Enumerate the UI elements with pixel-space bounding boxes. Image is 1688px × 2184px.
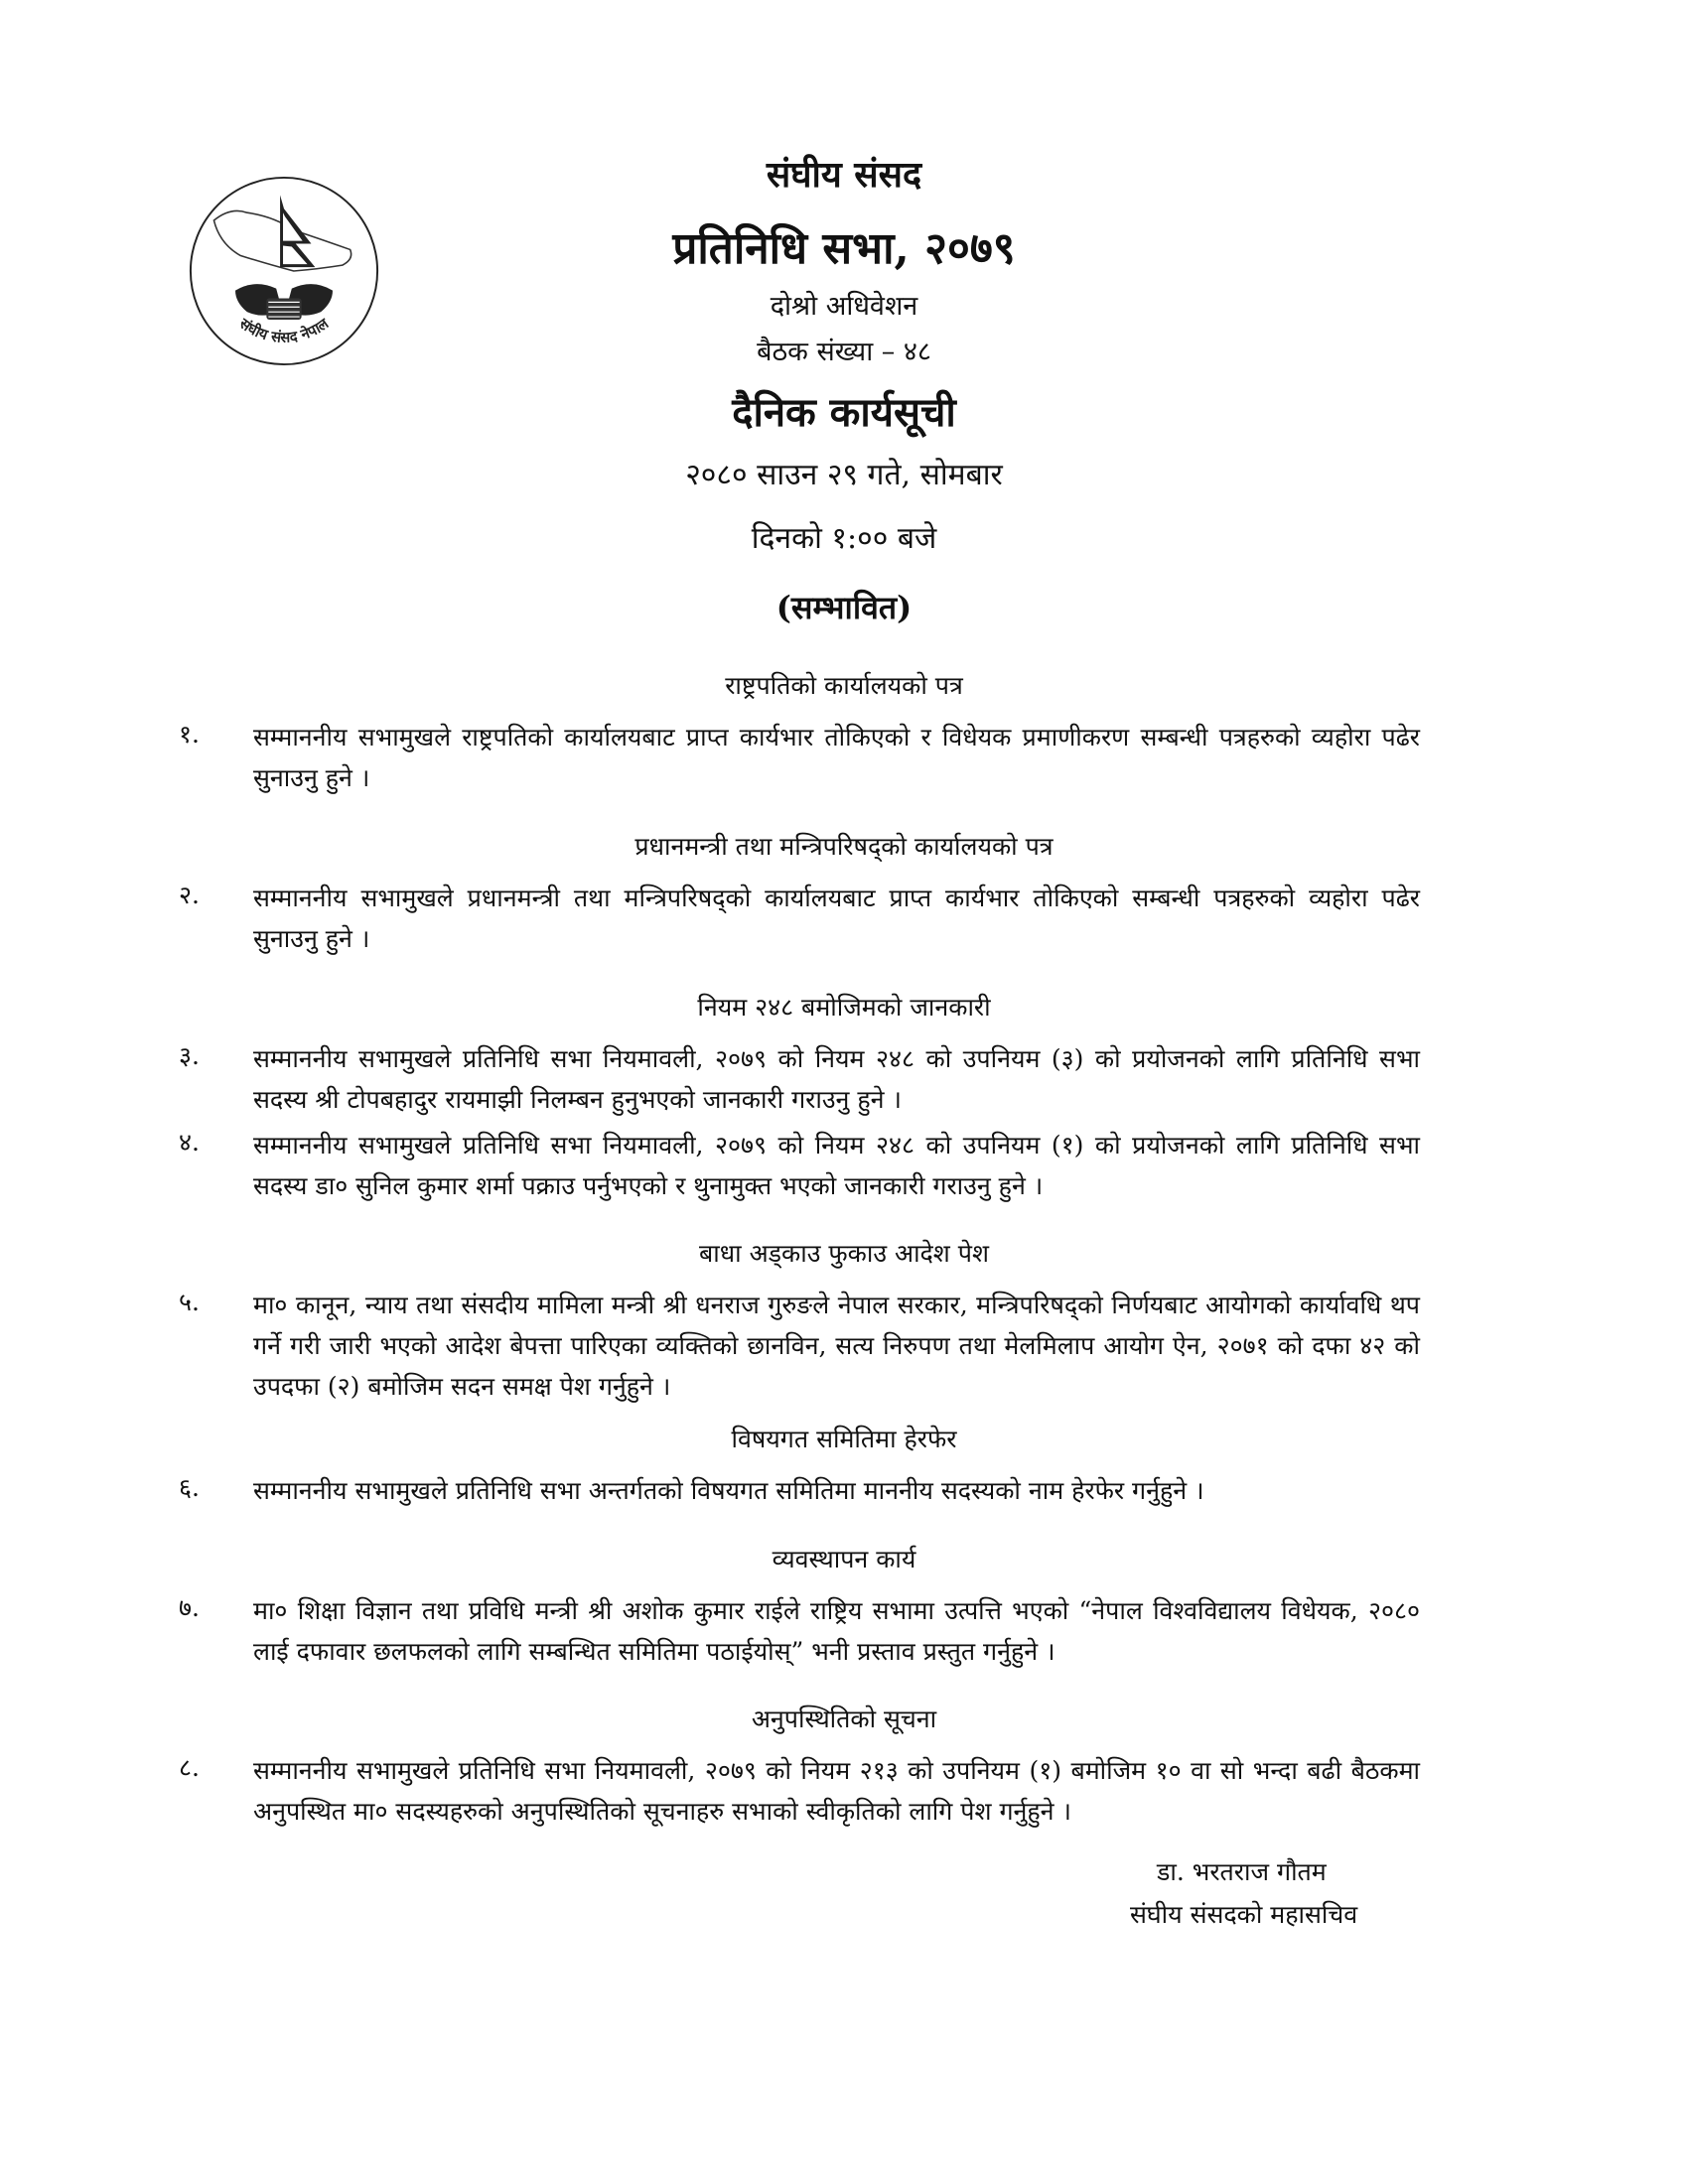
- agenda-title: दैनिक कार्यसूची: [732, 389, 956, 436]
- probable-label: (सम्भावित): [775, 589, 913, 626]
- section-title-absence-notice: अनुपस्थितिको सूचना: [751, 1705, 937, 1733]
- agenda-time: दिनको १:०० बजे: [751, 521, 937, 556]
- item-number: ५.: [179, 1288, 200, 1316]
- item-number: ४.: [179, 1128, 200, 1157]
- item-text: मा० कानून, न्याय तथा संसदीय मामिला मन्त्री श्री धनराज गुरुङले नेपाल सरकार, मन्त्रिपरिषद्को निर्णयबाट आयोगको कार्यावधि थप गर्ने गरी जारी भएको आदेश बेपत्ता पारिएका व्यक्तिको छानविन, सत्य निरुपण तथा मेलमिलाप आयोग ऐन, २०७१ को दफा ४२ को उपदफा (२) बमोजिम सदन समक्ष पेश गर्नुहुने ।: [253, 1291, 1420, 1401]
- section-title-legislative: व्यवस्थापन कार्य: [772, 1545, 916, 1573]
- item-text: सम्माननीय सभामुखले प्रतिनिधि सभा नियमावली, २०७९ को नियम २१३ को उपनियम (१) बमोजिम १० वा सो भन्दा बढी बैठकमा अनुपस्थित मा० सदस्यहरुको अनुपस्थितिको सूचनाहरु सभाको स्वीकृतिको लागि पेश गर्नुहुने ।: [253, 1756, 1420, 1826]
- house-title: प्रतिनिधि सभा, २०७९: [672, 223, 1016, 274]
- item-number: ६.: [179, 1473, 200, 1502]
- item-number: ८.: [179, 1753, 200, 1782]
- signatory-title: संघीय संसदको महासचिव: [1130, 1900, 1358, 1929]
- section-title-president-office: राष्ट्रपतिको कार्यालयको पत्र: [725, 671, 963, 700]
- section-title-pm-office: प्रधानमन्त्री तथा मन्त्रिपरिषद्को कार्यालयको पत्र: [634, 832, 1054, 861]
- item-text: सम्माननीय सभामुखले राष्ट्रपतिको कार्यालयबाट प्राप्त कार्यभार तोकिएको र विधेयक प्रमाणीकरण सम्बन्धी पत्रहरुको व्यहोरा पढेर सुनाउनु हुने ।: [253, 723, 1420, 792]
- agenda-date: २०८० साउन २९ गते, सोमबार: [685, 458, 1003, 492]
- item-number: ७.: [179, 1593, 200, 1622]
- meeting-number: बैठक संख्या – ४८: [757, 337, 931, 367]
- item-text: सम्माननीय सभामुखले प्रतिनिधि सभा अन्तर्गतको विषयगत समितिमा माननीय सदस्यको नाम हेरफेर गर्नुहुने ।: [253, 1476, 1204, 1505]
- item-number: १.: [179, 720, 200, 749]
- item-text: सम्माननीय सभामुखले प्रधानमन्त्री तथा मन्त्रिपरिषद्को कार्यालयबाट प्राप्त कार्यभार तोकिएको सम्बन्धी पत्रहरुको व्यहोरा पढेर सुनाउनु हुने ।: [253, 884, 1420, 953]
- session-label: दोश्रो अधिवेशन: [770, 291, 918, 322]
- parliament-name: संघीय संसद: [766, 154, 922, 196]
- section-title-rule-248: नियम २४८ बमोजिमको जानकारी: [697, 993, 991, 1022]
- section-title-obstacle-removal: बाधा अड्काउ फुकाउ आदेश पेश: [699, 1239, 989, 1268]
- section-title-committee-change: विषयगत समितिमा हेरफेर: [731, 1425, 957, 1453]
- item-text: मा० शिक्षा विज्ञान तथा प्रविधि मन्त्री श्री अशोक कुमार राईले राष्ट्रिय सभामा उत्पत्ति भएको “नेपाल विश्वविद्यालय विधेयक, २०८० लाई दफावार छलफलको लागि सम्बन्धित समितिमा पठाईयोस्” भनी प्रस्ताव प्रस्तुत गर्नुहुने ।: [253, 1596, 1420, 1666]
- signatory-name: डा. भरतराज गौतम: [1157, 1857, 1327, 1886]
- item-text: सम्माननीय सभामुखले प्रतिनिधि सभा नियमावली, २०७९ को नियम २४८ को उपनियम (१) को प्रयोजनको लागि प्रतिनिधि सभा सदस्य डा० सुनिल कुमार शर्मा पक्राउ पर्नुभएको र थुनामुक्त भएको जानकारी गराउनु हुने ।: [253, 1131, 1420, 1200]
- item-number: ३.: [179, 1041, 200, 1070]
- item-text: सम्माननीय सभामुखले प्रतिनिधि सभा नियमावली, २०७९ को नियम २४८ को उपनियम (३) को प्रयोजनको लागि प्रतिनिधि सभा सदस्य श्री टोपबहादुर रायमाझी निलम्बन हुनुभएको जानकारी गराउनु हुने ।: [253, 1044, 1420, 1114]
- item-number: २.: [179, 881, 200, 909]
- logo-text: संघीय संसद नेपाल: [235, 315, 333, 346]
